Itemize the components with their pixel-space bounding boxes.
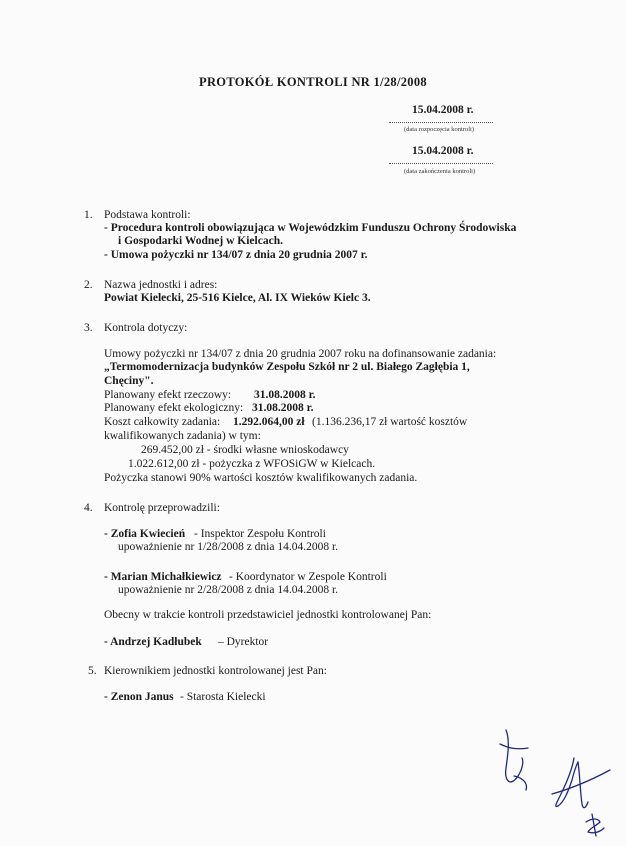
inspector-1-role: - Inspektor Zespołu Kontroli (194, 528, 326, 540)
section-2-heading: Nazwa jednostki i adres: (104, 279, 218, 291)
section-3-task-line-2: Chęciny". (104, 375, 154, 387)
section-1-heading: Podstawa kontroli: (104, 209, 191, 221)
loan-share-line: Pożyczka stanowi 90% wartości kosztów kwalifikowanych zadania. (104, 472, 418, 484)
section-3-number: 3. (84, 322, 93, 334)
section-1-line-2: i Gospodarki Wodnej w Kielcach. (118, 235, 283, 247)
end-date: 15.04.2008 r. (412, 145, 474, 157)
start-date: 15.04.2008 r. (412, 104, 474, 116)
representative-name: - Andrzej Kadłubek (104, 636, 202, 648)
head-of-unit-role: - Starosta Kielecki (180, 691, 266, 703)
handwritten-initials-signature (488, 718, 618, 843)
inspector-2-authorization: upoważnienie nr 2/28/2008 z dnia 14.04.2008 r. (118, 584, 339, 596)
section-2-value: Powiat Kielecki, 25-516 Kielce, Al. IX Wieków Kielc 3. (104, 292, 371, 304)
section-5-number: 5. (88, 665, 97, 677)
section-4-heading: Kontrolę przeprowadzili: (104, 502, 220, 514)
section-3-heading: Kontrola dotyczy: (104, 322, 188, 334)
section-3-intro: Umowy pożyczki nr 134/07 z dnia 20 grudnia 2007 roku na dofinansowanie zadania: (104, 348, 497, 360)
total-cost-value: 1.292.064,00 zł (233, 416, 305, 428)
section-2-number: 2. (84, 279, 93, 291)
section-1-number: 1. (84, 209, 93, 221)
own-funds-line: 269.452,00 zł - środki własne wnioskodawcy (141, 444, 349, 456)
head-of-unit-name: - Zenon Janus (104, 691, 174, 703)
material-effect-label: Planowany efekt rzeczowy: (104, 389, 232, 401)
end-date-caption: (data zakończenia kontroli) (404, 168, 476, 175)
total-cost-qualified: (1.136.236,17 zł wartość kosztów (312, 416, 468, 428)
document-title: PROTOKÓŁ KONTROLI NR 1/28/2008 (199, 75, 427, 89)
inspector-1-name: - Zofia Kwiecień (104, 528, 186, 540)
ecological-effect-label: Planowany efekt ekologiczny: (104, 402, 244, 414)
total-cost-line-2: kwalifikowanych zadania) w tym: (104, 430, 261, 442)
inspector-1-authorization: upoważnienie nr 1/28/2008 z dnia 14.04.2008 r. (118, 541, 339, 553)
inspector-2-name: - Marian Michałkiewicz (104, 571, 222, 583)
section-1-line-3: - Umowa pożyczki nr 134/07 z dnia 20 grudnia 2007 r. (104, 249, 368, 261)
section-4-number: 4. (84, 502, 93, 514)
representative-role: – Dyrektor (218, 636, 269, 648)
total-cost-label: Koszt całkowity zadania: (104, 416, 221, 428)
ecological-effect-value: 31.08.2008 r. (252, 402, 314, 414)
section-3-task-line-1: „Termomodernizacja budynków Zespołu Szkół nr 2 ul. Białego Zagłębia 1, (104, 361, 470, 373)
start-date-dotted-line (389, 122, 493, 123)
material-effect-value: 31.08.2008 r. (254, 389, 316, 401)
end-date-dotted-line (389, 163, 493, 164)
inspector-2-role: - Koordynator w Zespole Kontroli (229, 571, 387, 583)
section-5-heading: Kierownikiem jednostki kontrolowanej jest Pan: (104, 665, 327, 677)
start-date-caption: (data rozpoczęcia kontroli) (404, 126, 475, 133)
section-1-line-1: - Procedura kontroli obowiązująca w Wojewódzkim Funduszu Ochrony Środowiska (104, 222, 517, 234)
representative-present-text: Obecny w trakcie kontroli przedstawiciel jednostki kontrolowanej Pan: (104, 609, 432, 621)
loan-line: 1.022.612,00 zł - pożyczka z WFOSiGW w Kielcach. (128, 458, 376, 470)
